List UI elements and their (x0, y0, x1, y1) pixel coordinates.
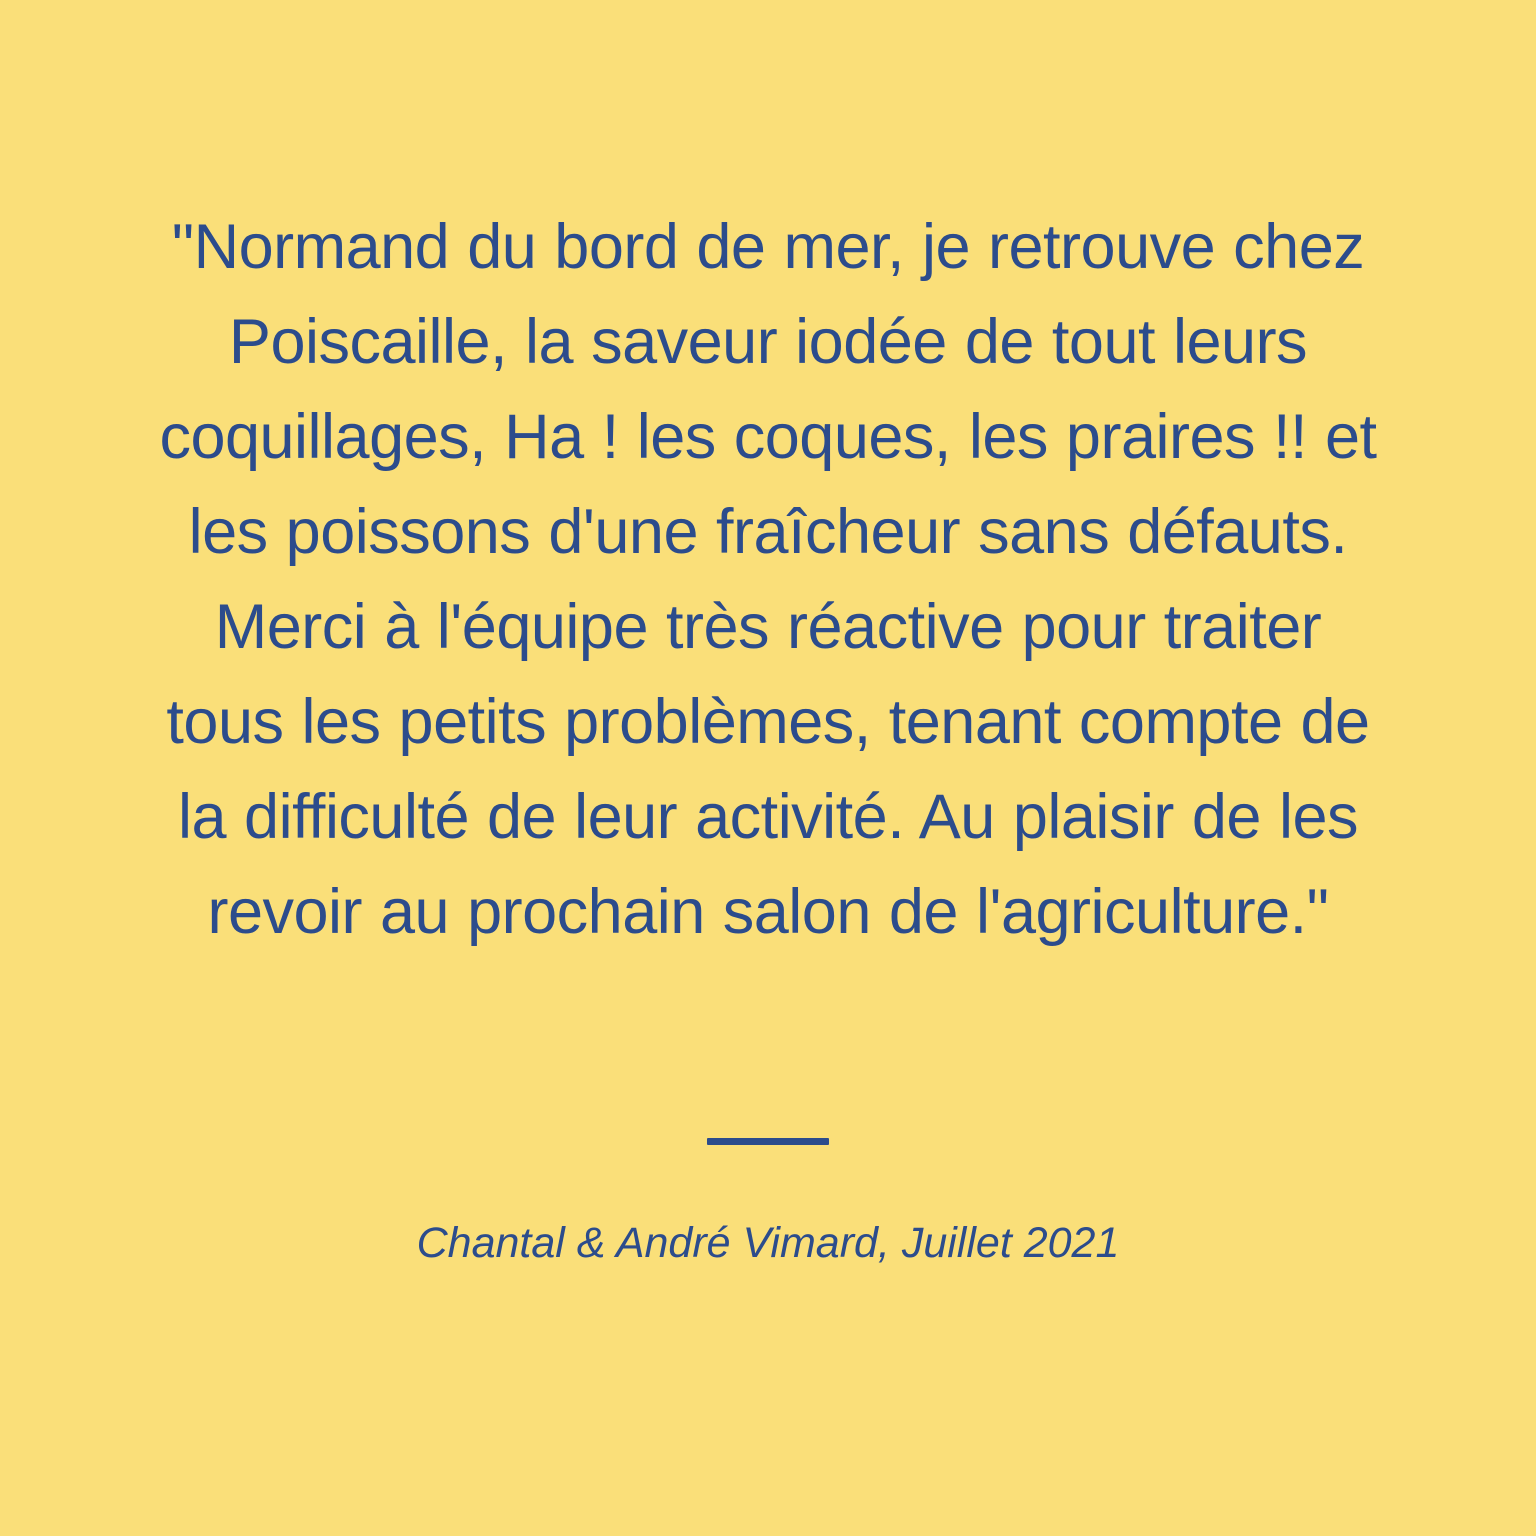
quote-attribution: Chantal & André Vimard, Juillet 2021 (416, 1219, 1120, 1267)
quote-text: "Normand du bord de mer, je retrouve chez Poiscaille, la saveur iodée de tout leurs coquillages, Ha ! les coques, les praires !! et les poissons d'une fraîcheur sans défauts. Merci à l'équipe très réactive pour traiter tous les petits problèmes, tenant compte de la difficulté de leur activité. Au plaisir de les revoir au prochain salon de l'agriculture." (159, 212, 1377, 947)
divider-container (150, 1138, 1386, 1145)
horizontal-rule-icon (707, 1138, 829, 1145)
